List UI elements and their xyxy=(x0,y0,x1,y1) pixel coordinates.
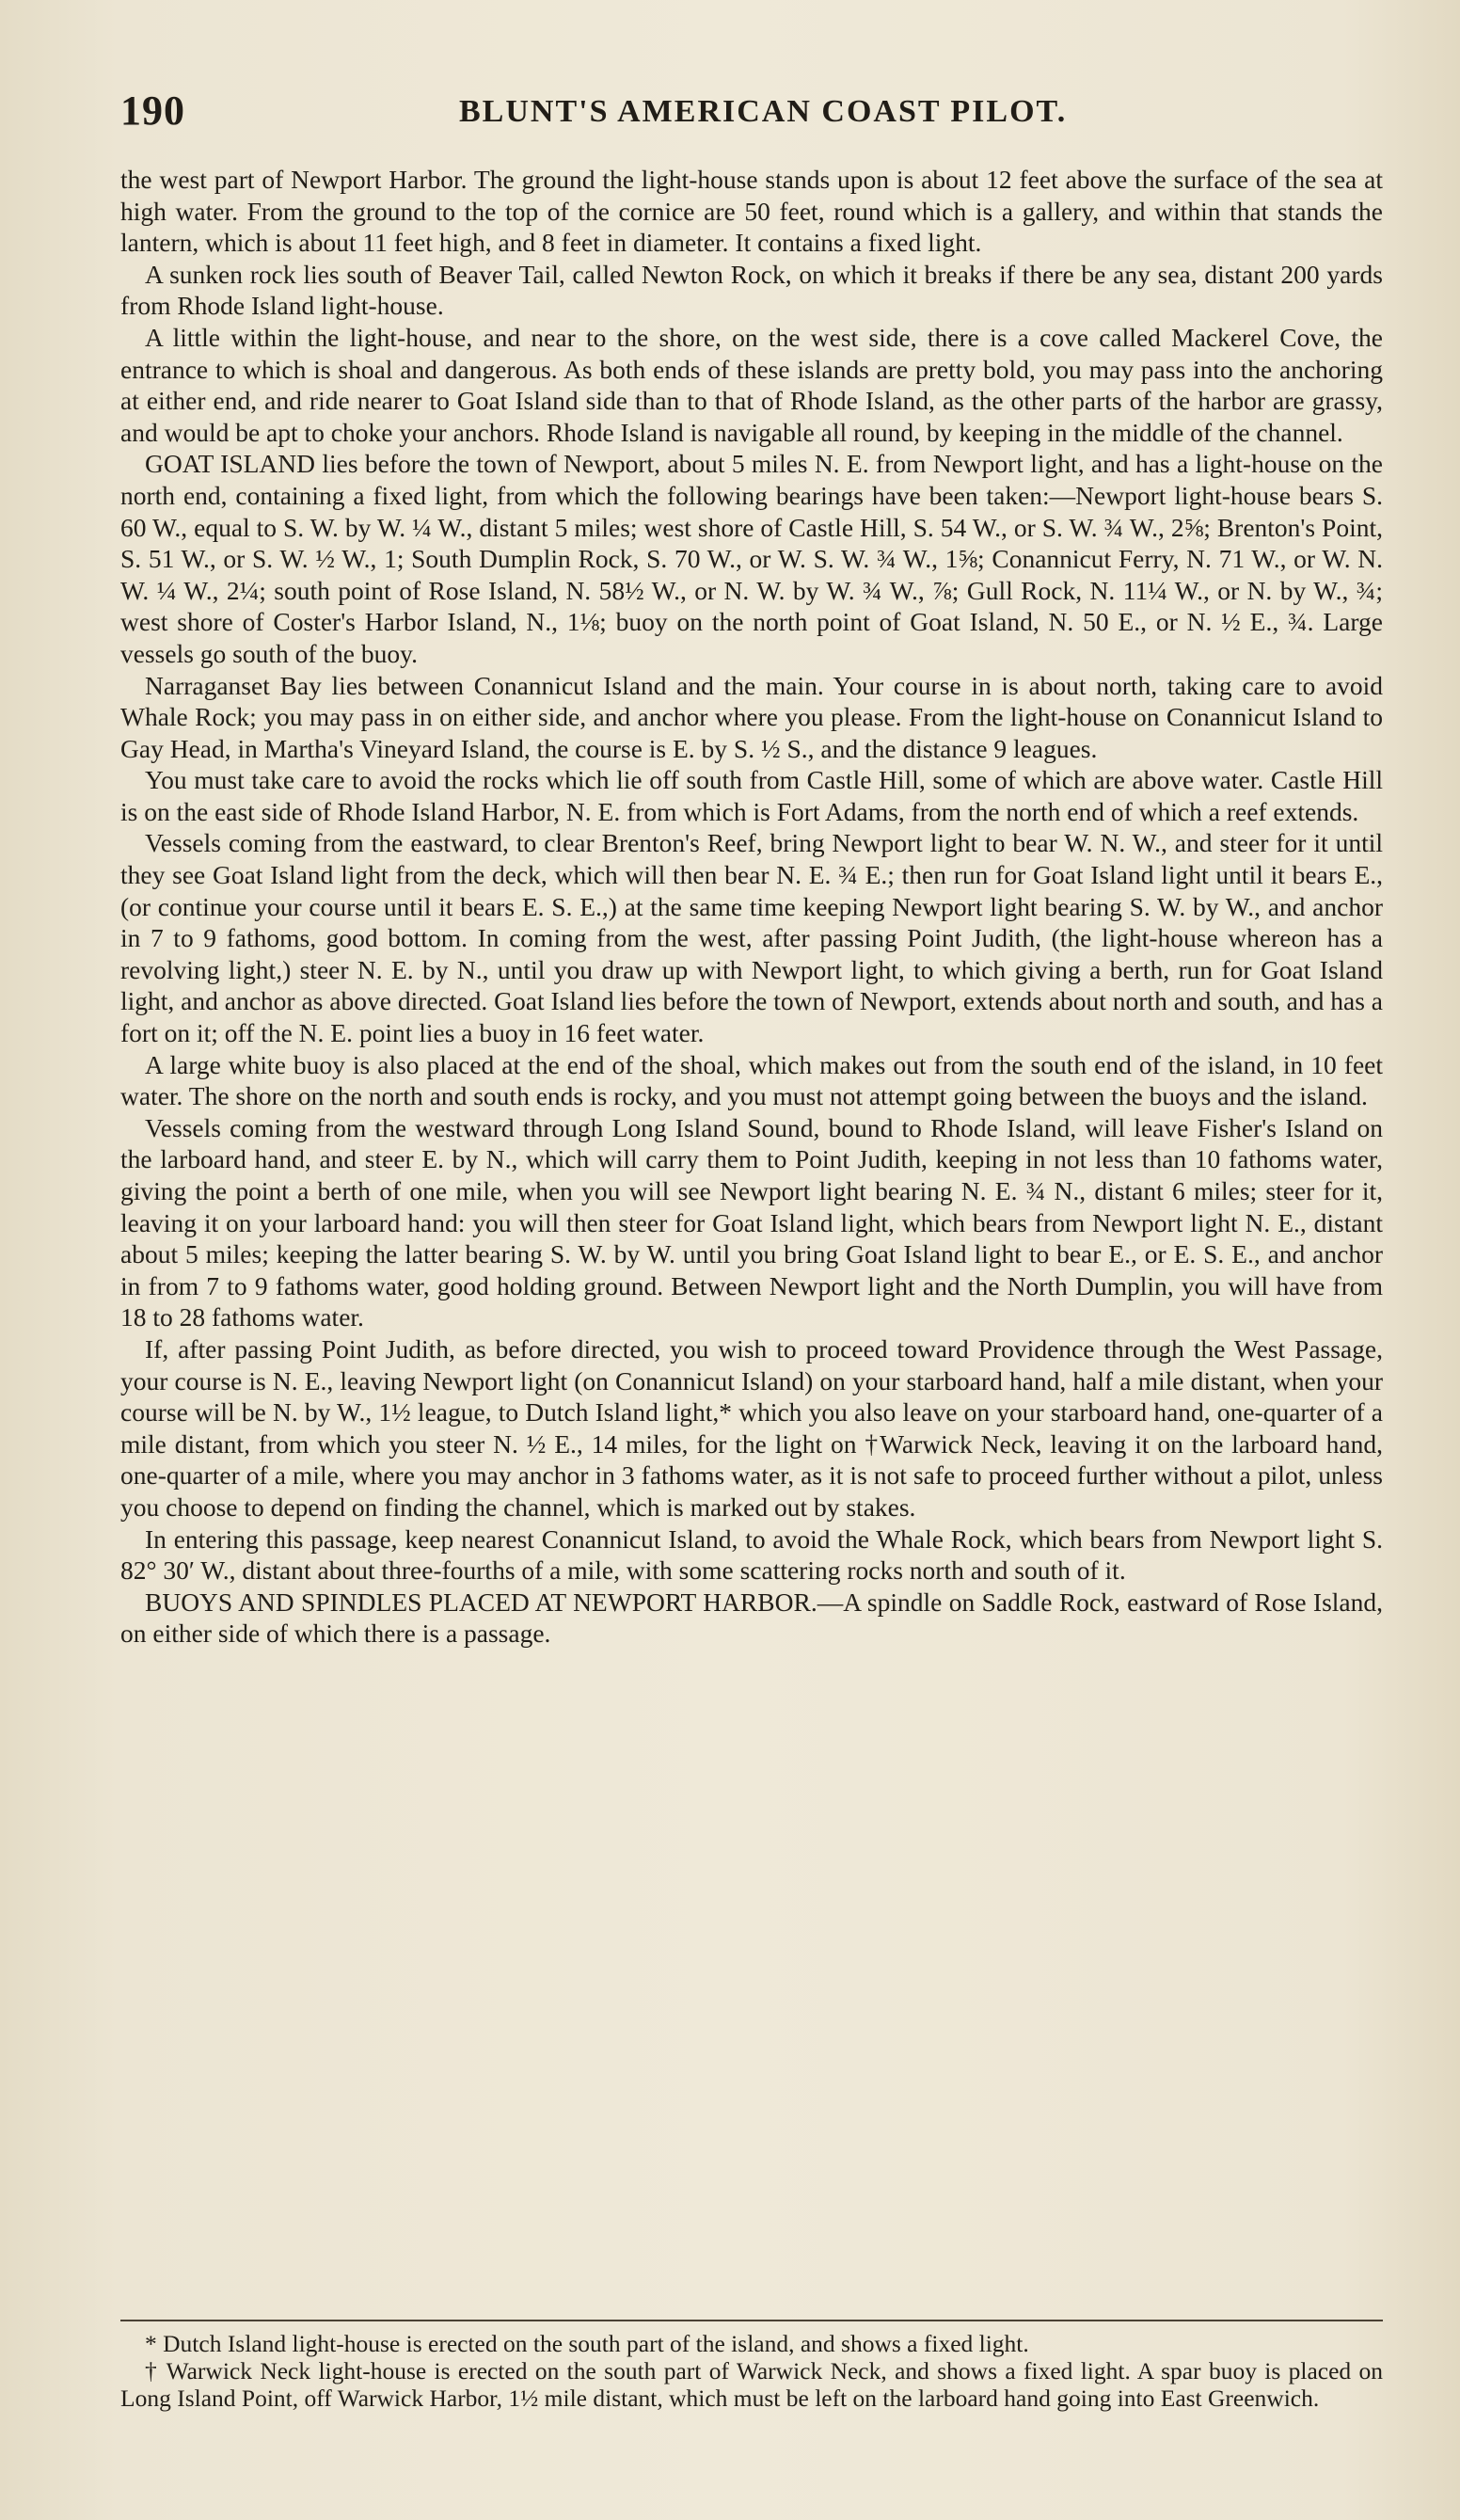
paragraph-white-buoy: A large white buoy is also placed at the end of the shoal, which makes out from the south end of the island, in 10 feet water. The shore on the north and south ends is rocky, and you must not attempt going between the buoys and the island. xyxy=(120,1049,1383,1111)
paragraph-buoys-and-spindles: BUOYS AND SPINDLES PLACED AT NEWPORT HARBOR.—A spindle on Saddle Rock, eastward of Rose Island, on either side of which there is a passage. xyxy=(120,1587,1383,1649)
page-header xyxy=(120,87,1372,139)
footnote-warwick-neck: † Warwick Neck light-house is erected on the south part of Warwick Neck, and shows a fixed light. A spar buoy is placed on Long Island Point, off Warwick Harbor, 1½ mile distant, which must be left on the larboard hand going into East Greenwich. xyxy=(120,2357,1383,2412)
footnote-divider xyxy=(120,2320,1383,2321)
paragraph-mackerel-cove: A little within the light-house, and near to the shore, on the west side, there is a cove called Mackerel Cove, the entrance to which is shoal and dangerous. As both ends of these islands are pretty bold, you may pass into the anchoring at either end, and ride nearer to Goat Island side than to that of Rhode Island, as the other parts of the harbor are grassy, and would be apt to choke your anchors. Rhode Island is navigable all round, by keeping in the middle of the channel. xyxy=(120,322,1383,447)
paragraph-vessels-from-westward: Vessels coming from the westward through Long Island Sound, bound to Rhode Island, will leave Fisher's Island on the larboard hand, and steer E. by N., which will carry them to Point Judith, keeping in not less than 10 fathoms water, giving the point a berth of one mile, when you will see Newport light bearing N. E. ¾ N., distant 6 miles; steer for it, leaving it on your larboard hand: you will then steer for Goat Island light, which bears from Newport light N. E., distant about 5 miles; keeping the latter bearing S. W. by W. until you bring Goat Island light to bear E., or E. S. E., and anchor in from 7 to 9 fathoms water, good holding ground. Between Newport light and the North Dumplin, you will have from 18 to 28 fathoms water. xyxy=(120,1112,1383,1332)
page-number: 190 xyxy=(120,88,185,134)
footnotes xyxy=(120,2330,1383,2412)
paragraph-west-passage: If, after passing Point Judith, as before directed, you wish to proceed toward Providence through the West Passage, your course is N. E., leaving Newport light (on Conannicut Island) on your starboard hand, half a mile distant, when your course will be N. by W., 1½ league, to Dutch Island light,* which you also leave on your starboard hand, one-quarter of a mile distant, from which you steer N. ½ E., 14 miles, for the light on †Warwick Neck, leaving it on the larboard hand, one-quarter of a mile, where you may anchor in 3 fathoms water, as it is not safe to proceed further without a pilot, unless you choose to depend on finding the channel, which is marked out by stakes. xyxy=(120,1333,1383,1522)
paragraph-newton-rock: A sunken rock lies south of Beaver Tail, called Newton Rock, on which it breaks if there be any sea, distant 200 yards from Rhode Island light-house. xyxy=(120,259,1383,321)
paragraph-goat-island-bearings: GOAT ISLAND lies before the town of Newport, about 5 miles N. E. from Newport light, and has a light-house on the north end, containing a fixed light, from which the following bearings have been taken:—Newport light-house bears S. 60 W., equal to S. W. by W. ¼ W., distant 5 miles; west shore of Castle Hill, S. 54 W., or S. W. ¾ W., 2⅝; Brenton's Point, S. 51 W., or S. W. ½ W., 1; South Dumplin Rock, S. 70 W., or W. S. W. ¾ W., 1⅝; Conannicut Ferry, N. 71 W., or W. N. W. ¼ W., 2¼; south point of Rose Island, N. 58½ W., or N. W. by W. ¾ W., ⅞; Gull Rock, N. 11¼ W., or N. by W., ¾; west shore of Coster's Harbor Island, N., 1⅛; buoy on the north point of Goat Island, N. 50 E., or N. ½ E., ¾. Large vessels go south of the buoy. xyxy=(120,449,1383,668)
paragraph-whale-rock: In entering this passage, keep nearest Conannicut Island, to avoid the Whale Rock, which bears from Newport light S. 82° 30′ W., distant about three-fourths of a mile, with some scattering rocks north and south of it. xyxy=(120,1523,1383,1586)
running-title: BLUNT'S AMERICAN COAST PILOT. xyxy=(459,94,1068,129)
paragraph-castle-hill-rocks: You must take care to avoid the rocks which lie off south from Castle Hill, some of which are above water. Castle Hill is on the east side of Rhode Island Harbor, N. E. from which is Fort Adams, from the north end of which a reef extends. xyxy=(120,765,1383,826)
paragraph-narraganset-bay: Narraganset Bay lies between Conannicut Island and the main. Your course in is about north, taking care to avoid Whale Rock; you may pass in on either side, and anchor where you please. From the light-house on Conannicut Island to Gay Head, in Martha's Vineyard Island, the course is E. by S. ½ S., and the distance 9 leagues. xyxy=(120,670,1383,763)
paragraph-newport-harbor-lighthouse: the west part of Newport Harbor. The ground the light-house stands upon is about 12 feet above the surface of the sea at high water. From the ground to the top of the cornice are 50 feet, round which is a gallery, and within that stands the lantern, which is about 11 feet high, and 8 feet in diameter. It contains a fixed light. xyxy=(120,165,1383,258)
footnote-dutch-island: * Dutch Island light-house is erected on the south part of the island, and shows a fixed light. xyxy=(145,2330,1029,2357)
body-text xyxy=(120,164,1383,1650)
paragraph-vessels-from-eastward: Vessels coming from the eastward, to clear Brenton's Reef, bring Newport light to bear W. N. W., and steer for it until they see Goat Island light from the deck, which will then bear N. E. ¾ E.; then run for Goat Island light until it bears E., (or continue your course until it bears E. S. E.,) at the same time keeping Newport light bearing S. W. by W., and anchor in 7 to 9 fathoms, good bottom. In coming from the west, after passing Point Judith, (the light-house whereon has a revolving light,) steer N. E. by N., until you draw up with Newport light, to which giving a berth, run for Goat Island light, and anchor as above directed. Goat Island lies before the town of Newport, extends about north and south, and has a fort on it; off the N. E. point lies a buoy in 16 feet water. xyxy=(120,828,1383,1048)
